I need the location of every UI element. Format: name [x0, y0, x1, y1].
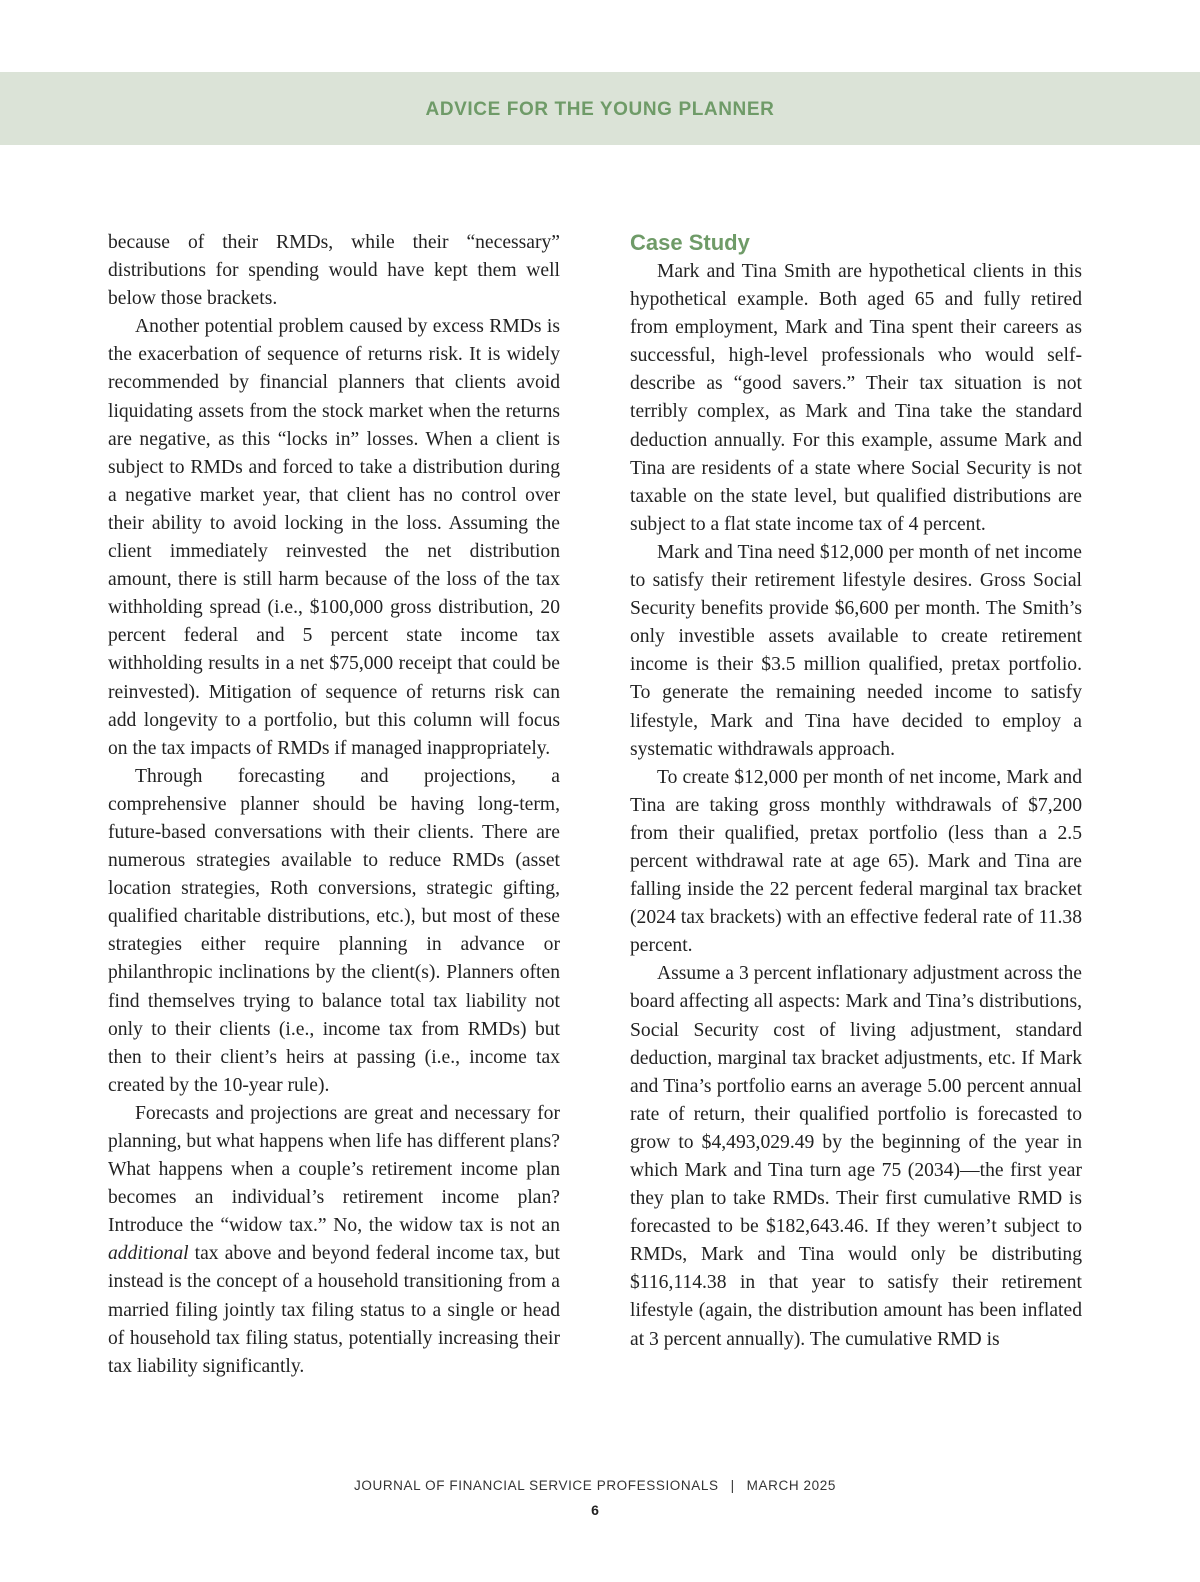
page-number: 6 [591, 1502, 599, 1518]
paragraph: because of their RMDs, while their “necessary” distributions for spending would have kept them well below those brackets. [108, 232, 560, 310]
paragraph: Through forecasting and projections, a comprehensive planner should be having long-term, future-based conversations with their clients. There are numerous strategies available to reduce RMDs (asset location strategies, Roth conversions, strategic gifting, qualified charitable distributions, etc.), but most of these strategies either require planning in advance or philanthropic inclinations by the client(s). Planners often find themselves trying to balance total tax liability not only to their clients (i.e., income tax from RMDs) but then to their client’s heirs at passing (i.e., income tax created by the 10-year rule). [108, 765, 560, 1096]
emphasis-text: additional [108, 1243, 189, 1265]
journal-name: JOURNAL OF FINANCIAL SERVICE PROFESSIONALS [354, 1478, 719, 1493]
paragraph: Another potential problem caused by excess RMDs is the exacerbation of sequence of returns risk. It is widely recommended by financial planners that clients avoid liquidating assets from the stock market when the returns are negative, as this “locks in” losses. When a client is subject to RMDs and forced to take a distribution during a negative market year, that client has no control over their ability to avoid locking in the loss. Assuming the client immediately reinvested the net distribution amount, there is still harm because of the loss of the tax withholding spread (i.e., $100,000 gross distribution, 20 percent federal and 5 percent state income tax withholding results in a net $75,000 receipt that could be reinvested). Mitigation of sequence of returns risk can add longevity to a portfolio, but this column will focus on the tax impacts of RMDs if managed inappropriately. [108, 316, 560, 759]
paragraph: Mark and Tina need $12,000 per month of net income to satisfy their retirement lifestyle desires. Gross Social Security benefits provide $6,600 per month. The Smith’s only investible assets available to create retirement income is their $3.5 million qualified, pretax portfolio. To generate the remaining needed income to satisfy lifestyle, Mark and Tina have decided to employ a systematic withdrawals approach. [630, 541, 1082, 760]
paragraph: Mark and Tina Smith are hypothetical clients in this hypothetical example. Both aged 65 and fully retired from employment, Mark and Tina spent their careers as successful, high-level professionals who would self-describe as “good savers.” Their tax situation is not terribly complex, as Mark and Tina take the standard deduction annually. For this example, assume Mark and Tina are residents of a state where Social Security is not taxable on the state level, but qualified distributions are subject to a flat state income tax of 4 percent. [630, 261, 1082, 535]
footer-journal-line [0, 1478, 1190, 1493]
paragraph-text: tax above and beyond federal income tax, but instead is the concept of a household transitioning from a married filing jointly tax filing status to a single or head of household tax filing status, potentially increasing their tax liability significantly. [108, 1243, 560, 1377]
case-study-heading: Case Study [630, 230, 750, 255]
paragraph-text: Forecasts and projections are great and necessary for planning, but what happens when life has different plans? What happens when a couple’s retirement income plan becomes an individual’s retirement income plan? Introduce the “widow tax.” No, the widow tax is not an [108, 1102, 560, 1237]
paragraph: Assume a 3 percent inflationary adjustment across the board affecting all aspects: Mark and Tina’s distributions, Social Security cost of living adjustment, standard deduction, marginal tax bracket adjustments, etc. If Mark and Tina’s portfolio earns an average 5.00 percent annual rate of return, their qualified portfolio is forecasted to grow to $4,493,029.49 by the beginning of the year in which Mark and Tina turn age 75 (2034)—the first year they plan to take RMDs. Their first cumulative RMD is forecasted to be $182,643.46. If they weren’t subject to RMDs, Mark and Tina would only be distributing $116,114.38 in that year to satisfy their retirement lifestyle (again, the distribution amount has been inflated at 3 percent annually). The cumulative RMD is [630, 963, 1082, 1350]
issue-date: MARCH 2025 [746, 1478, 836, 1493]
right-text-column [630, 229, 1082, 1354]
paragraph-widow-tax [108, 1100, 560, 1381]
footer-separator: | [730, 1478, 735, 1493]
paragraph: To create $12,000 per month of net income, Mark and Tina are taking gross monthly withdrawals of $7,200 from their qualified, pretax portfolio (less than a 2.5 percent withdrawal rate at age 65). Mark and Tina are falling inside the 22 percent federal marginal tax bracket (2024 tax brackets) with an effective federal rate of 11.38 percent. [630, 766, 1082, 957]
section-header-title: ADVICE FOR THE YOUNG PLANNER [425, 99, 775, 120]
left-text-column [108, 229, 560, 1381]
